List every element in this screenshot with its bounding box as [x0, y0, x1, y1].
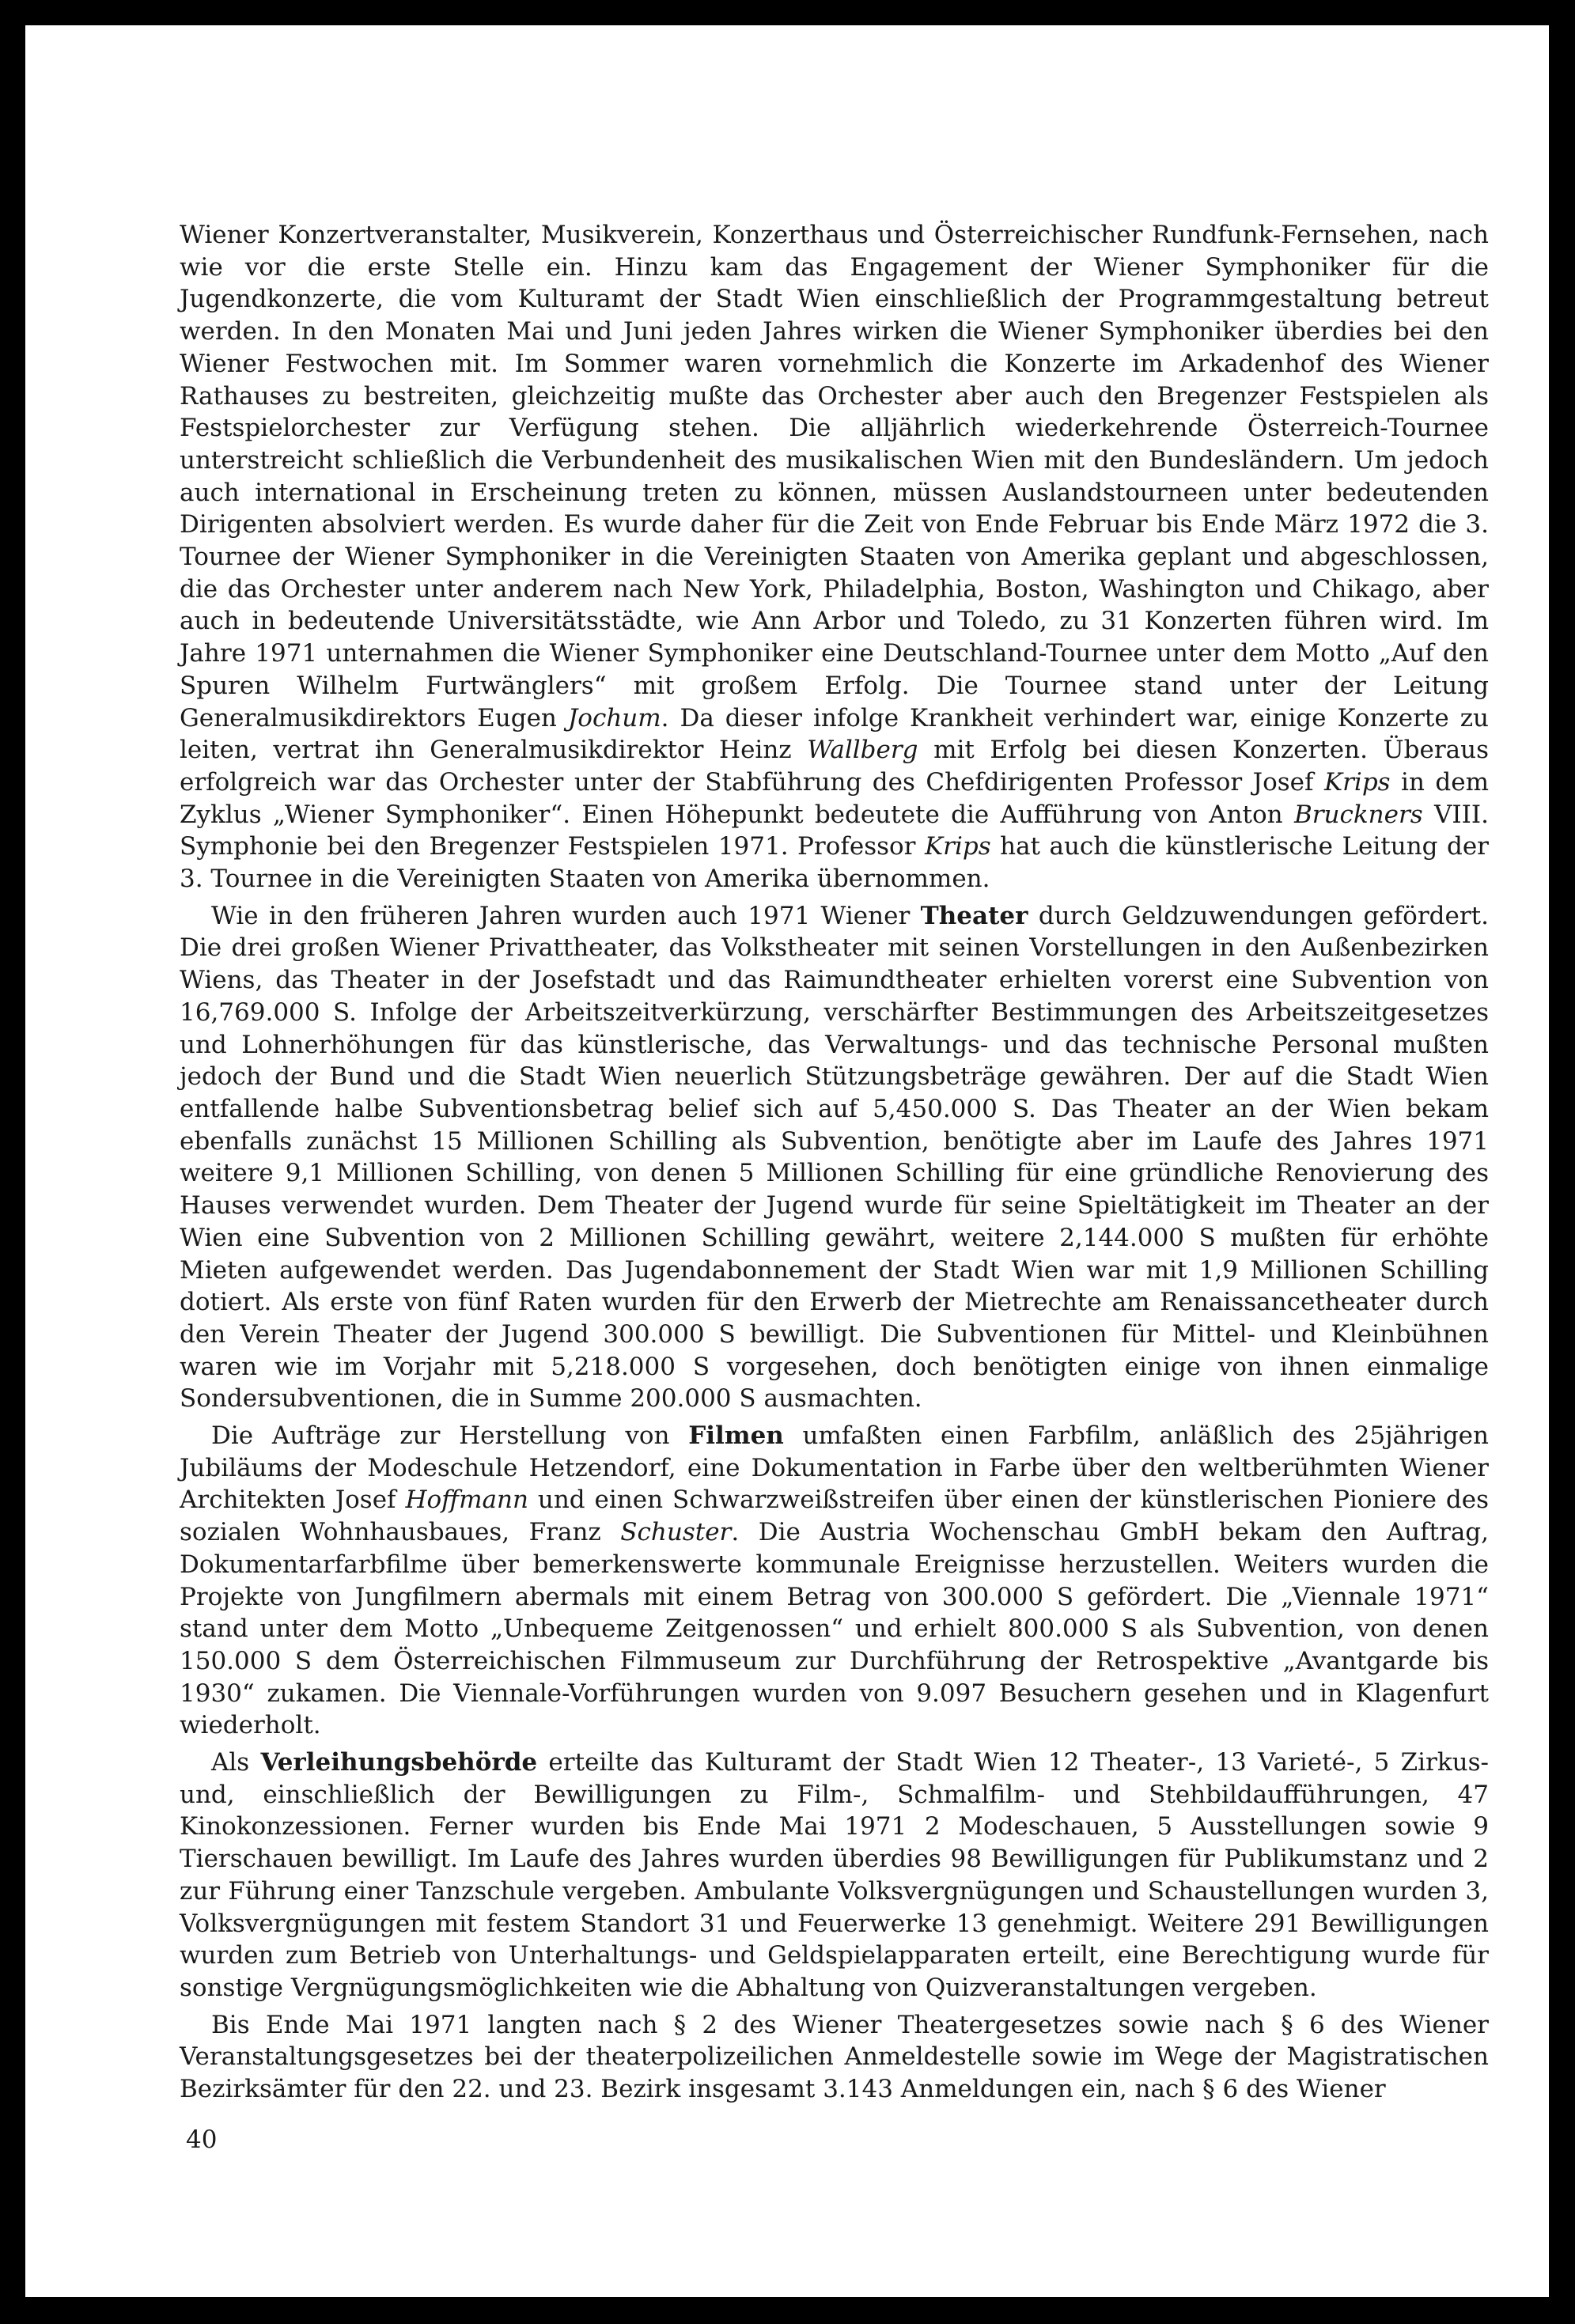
- text-segment: in dem Zyklus „Wiener Symphoniker“. Einen Höhepunkt bedeutete die Aufführung von Anton: [180, 767, 1489, 829]
- text-segment: Wie in den früheren Jahren wurden auch 1971 Wiener: [211, 901, 921, 930]
- text-segment: Bis Ende Mai 1971 langten nach § 2 des Wiener Theatergesetzes sowie nach § 6 des Wiener Veranstaltungsgesetzes bei der theaterpolizeilichen Anmeldestelle sowie im Wege der Magistratischen Bezirksämter für den 22. und 23. Bezirk insgesamt 3.143 Anmeldungen ein, nach § 6 des Wiener: [180, 2010, 1489, 2104]
- bold-keyword: Verleihungsbehörde: [260, 1748, 538, 1777]
- paragraph: [180, 2009, 1489, 2106]
- text-segment: . Da dieser infolge Krankheit verhindert war, einige Konzerte zu leiten, vertrat ihn Generalmusikdirektor Heinz: [180, 703, 1489, 765]
- text-segment: VIII. Symphonie bei den Bregenzer Festspielen 1971. Professor: [180, 800, 1489, 861]
- paragraph: [180, 1420, 1489, 1742]
- italic-name: Krips: [924, 832, 991, 861]
- paragraph: [180, 219, 1489, 895]
- text-segment: erteilte das Kulturamt der Stadt Wien 12 Theater-, 13 Varieté-, 5 Zirkus- und, einschließlich der Bewilligungen zu Film-, Schmalfilm- und Stehbildaufführungen, 47 Kinokonzessionen. Ferner wurden bis Ende Mai 1971 2 Modeschauen, 5 Ausstellungen sowie 9 Tierschauen bewilligt. Im Laufe des Jahres wurden überdies 98 Bewilligungen für Publikumstanz und 2 zur Führung einer Tanzschule vergeben. Ambulante Volksvergnügungen und Schaustellungen wurden 3, Volksvergnügungen mit festem Standort 31 und Feuerwerke 13 genehmigt. Weitere 291 Bewilligungen wurden zum Betrieb von Unterhaltungs- und Geldspielapparaten erteilt, eine Berechtigung wurde für sonstige Vergnügungsmöglichkeiten wie die Abhaltung von Quizveranstaltungen vergeben.: [180, 1748, 1489, 2002]
- italic-name: Krips: [1323, 767, 1391, 797]
- text-segment: und einen Schwarzweißstreifen über einen der künstlerischen Pioniere des sozialen Wohnhausbaues, Franz: [180, 1486, 1489, 1547]
- document-page: [25, 25, 1549, 2297]
- page-number: 40: [186, 2125, 218, 2154]
- text-segment: . Die Austria Wochenschau GmbH bekam den Auftrag, Dokumentarfarbfilme über bemerkenswerte kommunale Ereignisse herzustellen. Weiters wurden die Projekte von Jungfilmern abermals mit einem Betrag von 300.000 S gefördert. Die „Viennale 1971“ stand unter dem Motto „Unbequeme Zeitgenossen“ und erhielt 800.000 S als Subvention, von denen 150.000 S dem Österreichischen Filmmuseum zur Durchführung der Retrospektive „Avantgarde bis 1930“ zukamen. Die Viennale-Vorführungen wurden von 9.097 Besuchern gesehen und in Klagenfurt wiederholt.: [180, 1518, 1490, 1740]
- text-segment: mit Erfolg bei diesen Konzerten. Überaus erfolgreich war das Orchester unter der Stabführung des Chefdirigenten Professor Josef: [180, 736, 1489, 797]
- text-segment: Die Aufträge zur Herstellung von: [211, 1421, 689, 1451]
- bold-keyword: Filmen: [688, 1421, 784, 1451]
- text-segment: Als: [211, 1748, 261, 1777]
- bold-keyword: Theater: [920, 901, 1028, 930]
- body-text: [180, 219, 1489, 2110]
- italic-name: Schuster: [620, 1518, 732, 1547]
- paragraph: [180, 1747, 1489, 2004]
- italic-name: Hoffmann: [405, 1486, 528, 1515]
- italic-name: Jochum: [567, 703, 661, 732]
- text-segment: hat auch die künstlerische Leitung der 3. Tournee in die Vereinigten Staaten von Amerika übernommen.: [180, 832, 1489, 894]
- text-segment: umfaßten einen Farbfilm, anläßlich des 25jährigen Jubiläums der Modeschule Hetzendorf, eine Dokumentation in Farbe über den weltberühmten Wiener Architekten Josef: [180, 1421, 1489, 1515]
- paragraph: [180, 900, 1489, 1415]
- italic-name: Wallberg: [807, 736, 918, 765]
- text-segment: Wiener Konzertveranstalter, Musikverein, Konzerthaus und Österreichischer Rundfunk-Fernsehen, nach wie vor die erste Stelle ein. Hinzu kam das Engagement der Wiener Symphoniker für die Jugendkonzerte, die vom Kulturamt der Stadt Wien einschließlich der Programmgestaltung betreut werden. In den Monaten Mai und Juni jeden Jahres wirken die Wiener Symphoniker überdies bei den Wiener Festwochen mit. Im Sommer waren vornehmlich die Konzerte im Arkadenhof des Wiener Rathauses zu bestreiten, gleichzeitig mußte das Orchester aber auch den Bregenzer Festspielen als Festspielorchester zur Verfügung stehen. Die alljährlich wiederkehrende Österreich-Tournee unterstreicht schließlich die Verbundenheit des musikalischen Wien mit den Bundesländern. Um jedoch auch international in Erscheinung treten zu können, müssen Auslandstourneen unter bedeutenden Dirigenten absolviert werden. Es wurde daher für die Zeit von Ende Februar bis Ende März 1972 die 3. Tournee der Wiener Symphoniker in die Vereinigten Staaten von Amerika geplant und abgeschlossen, die das Orchester unter anderem nach New York, Philadelphia, Boston, Washington und Chikago, aber auch in bedeutende Universitätsstädte, wie Ann Arbor und Toledo, zu 31 Konzerten führen wird. Im Jahre 1971 unternahmen die Wiener Symphoniker eine Deutschland-Tournee unter dem Motto „Auf den Spuren Wilhelm Furtwänglers“ mit großem Erfolg. Die Tournee stand unter der Leitung Generalmusikdirektors Eugen: [180, 221, 1489, 732]
- text-segment: durch Geldzuwendungen gefördert. Die drei großen Wiener Privattheater, das Volkstheater mit seinen Vorstellungen in den Außenbezirken Wiens, das Theater in der Josefstadt und das Raimundtheater erhielten vorerst eine Subvention von 16,769.000 S. Infolge der Arbeitszeitverkürzung, verschärfter Bestimmungen des Arbeitszeitgesetzes und Lohnerhöhungen für das künstlerische, das Verwaltungs- und das technische Personal mußten jedoch der Bund und die Stadt Wien neuerlich Stützungsbeträge gewähren. Der auf die Stadt Wien entfallende halbe Subventionsbetrag belief sich auf 5,450.000 S. Das Theater an der Wien bekam ebenfalls zunächst 15 Millionen Schilling als Subvention, benötigte aber im Laufe des Jahres 1971 weitere 9,1 Millionen Schilling, von denen 5 Millionen Schilling für eine gründliche Renovierung des Hauses verwendet wurden. Dem Theater der Jugend wurde für seine Spieltätigkeit im Theater an der Wien eine Subvention von 2 Millionen Schilling gewährt, weitere 2,144.000 S mußten für erhöhte Mieten aufgewendet werden. Das Jugendabonnement der Stadt Wien war mit 1,9 Millionen Schilling dotiert. Als erste von fünf Raten wurden für den Erwerb der Mietrechte am Renaissancetheater durch den Verein Theater der Jugend 300.000 S bewilligt. Die Subventionen für Mittel- und Kleinbühnen waren wie im Vorjahr mit 5,218.000 S vorgesehen, doch benötigten einige von ihnen einmalige Sondersubventionen, die in Summe 200.000 S ausmachten.: [180, 901, 1489, 1414]
- italic-name: Bruckners: [1293, 800, 1423, 829]
